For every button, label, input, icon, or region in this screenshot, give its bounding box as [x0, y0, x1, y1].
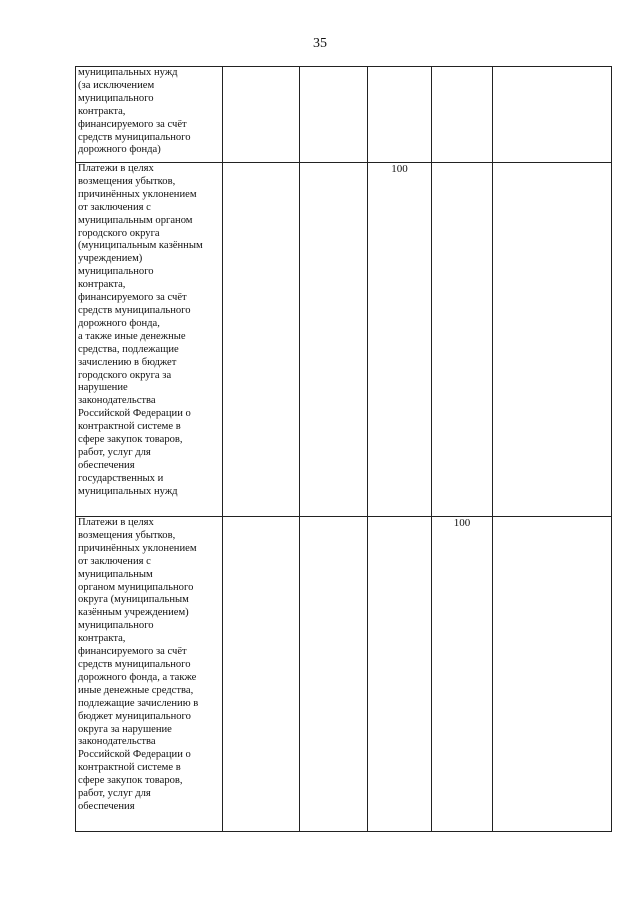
value-cell	[368, 67, 432, 163]
row-description: муниципальных нужд (за исключением муниципального контракта, финансируемого за счёт средств муниципального дорожного фонда)	[76, 67, 223, 163]
table-row	[76, 163, 612, 517]
value-cell	[300, 517, 368, 832]
value-cell	[493, 67, 612, 163]
value-cell	[432, 163, 493, 517]
table-row	[76, 517, 612, 832]
row-description: Платежи в целях возмещения убытков, причинённых уклонением от заключения с муниципальным органом муниципального округа (муниципальным казённым учреждением) муниципального контракта, финансируемого за счёт средств муниципального дорожного фонда, а также иные денежные средства, подлежащие зачислению в бюджет муниципального округа за нарушение законодательства Российской Федерации о контрактной системе в сфере закупок товаров, работ, услуг для обеспечения	[76, 517, 223, 832]
table-row	[76, 67, 612, 163]
page-number: 35	[313, 36, 327, 51]
value-cell	[493, 163, 612, 517]
value-cell	[223, 67, 300, 163]
value-cell	[368, 517, 432, 832]
value-cell	[300, 163, 368, 517]
row-description: Платежи в целях возмещения убытков, причинённых уклонением от заключения с муниципальным органом городского округа (муниципальным казённым учреждением) муниципального контракта, финансируемого за счёт средств муниципального дорожного фонда, а также иные денежные средства, подлежащие зачислению в бюджет городского округа за нарушение законодательства Российской Федерации о контрактной системе в сфере закупок товаров, работ, услуг для обеспечения государственных и муниципальных нужд	[76, 163, 223, 517]
value-cell: 100	[432, 517, 493, 832]
value-cell	[493, 517, 612, 832]
value-cell	[223, 517, 300, 832]
value-cell	[432, 67, 493, 163]
value-cell	[223, 163, 300, 517]
value-cell: 100	[368, 163, 432, 517]
budget-table	[75, 66, 612, 832]
value-cell	[300, 67, 368, 163]
